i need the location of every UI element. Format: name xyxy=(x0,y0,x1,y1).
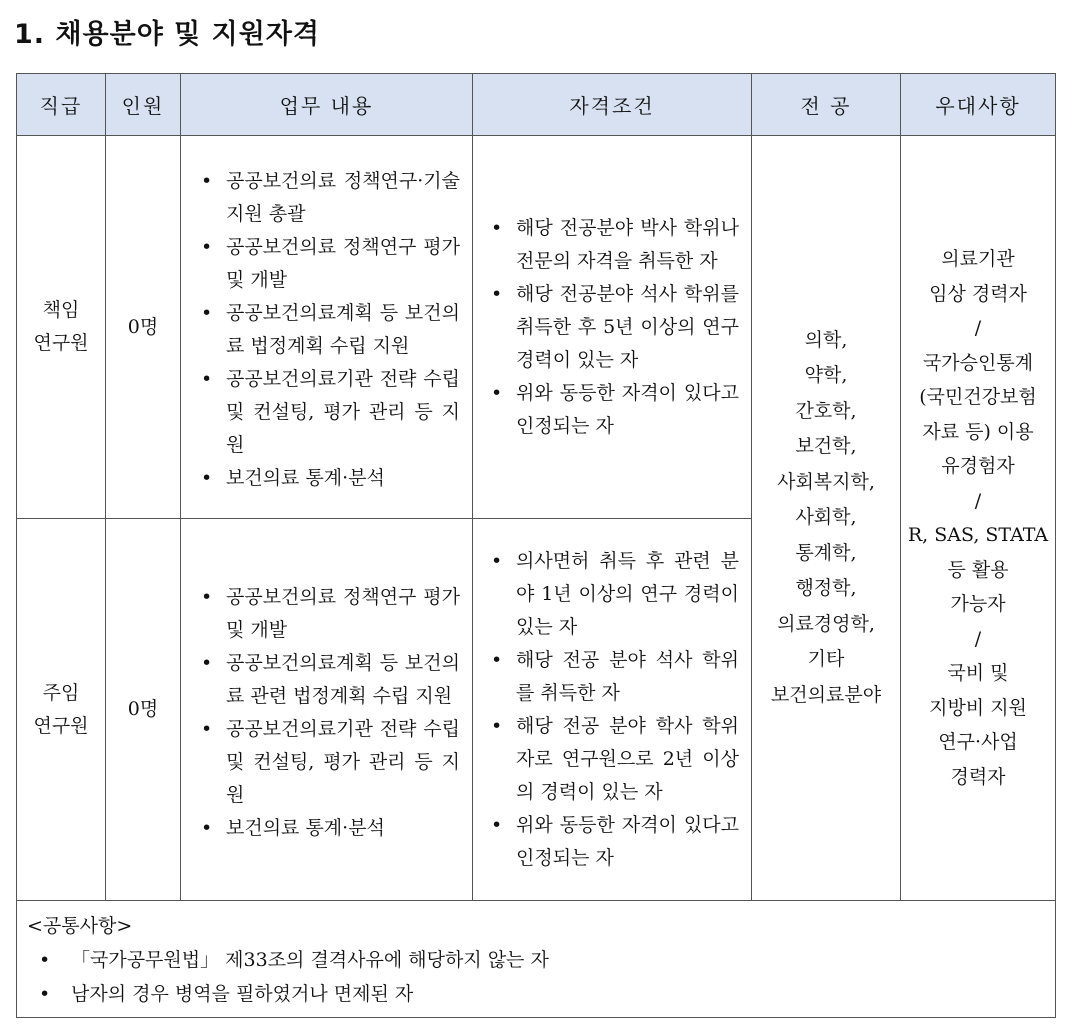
qualifications-cell xyxy=(473,136,752,519)
list-item: • 해당 전공 분야 학사 학위자로 연구원으로 2년 이상의 경력이 있는 자 xyxy=(483,710,739,809)
qualifications-cell xyxy=(473,519,752,901)
list-item: • 공공보건의료계획 등 보건의료 법정계획 수립 지원 xyxy=(193,297,460,363)
list-item: • 「국가공무원법」 제33조의 결격사유에 해당하지 않는 자 xyxy=(27,943,1045,977)
preferred-cell: 의료기관 임상 경력자 / 국가승인통계 (국민건강보험 자료 등) 이용 유경험자 / R, SAS, STATA 등 활용 가능자 / 국비 및 지방비 지원 연구·사업 경력자 xyxy=(901,136,1056,901)
list-item: • 공공보건의료기관 전략 수립 및 컨설팅, 평가 관리 등 지원 xyxy=(193,363,460,462)
tasks-cell xyxy=(181,519,473,901)
list-item: • 공공보건의료 정책연구 평가 및 개발 xyxy=(193,581,460,647)
list-item: • 남자의 경우 병역을 필하였거나 면제된 자 xyxy=(27,977,1045,1011)
table-header-row xyxy=(17,74,1056,136)
rank-cell: 책임 연구원 xyxy=(17,136,106,519)
recruitment-table xyxy=(16,73,1056,1018)
tasks-cell xyxy=(181,136,473,519)
rank-cell: 주임 연구원 xyxy=(17,519,106,901)
count-cell: 0명 xyxy=(106,519,181,901)
section-title: 1. 채용분야 및 지원자격 xyxy=(14,19,320,50)
common-heading: <공통사항> xyxy=(27,915,133,937)
qualifications-list xyxy=(483,545,739,875)
header-preferred: 우대사항 xyxy=(901,74,1056,136)
list-item: • 해당 전공 분야 석사 학위를 취득한 자 xyxy=(483,644,739,710)
common-list xyxy=(27,943,1045,1011)
list-item: • 해당 전공분야 박사 학위나 전문의 자격을 취득한 자 xyxy=(483,212,739,278)
header-rank: 직급 xyxy=(17,74,106,136)
major-cell: 의학, 약학, 간호학, 보건학, 사회복지학, 사회학, 통계학, 행정학, 의료경영학, 기타 보건의료분야 xyxy=(752,136,901,901)
tasks-list xyxy=(193,581,460,845)
list-item: • 해당 전공분야 석사 학위를 취득한 후 5년 이상의 연구경력이 있는 자 xyxy=(483,278,739,377)
list-item: • 공공보건의료기관 전략 수립 및 컨설팅, 평가 관리 등 지원 xyxy=(193,713,460,812)
list-item: • 공공보건의료 정책연구·기술지원 총괄 xyxy=(193,165,460,231)
list-item: • 보건의료 통계·분석 xyxy=(193,462,460,495)
table-row xyxy=(17,136,1056,519)
common-notes-cell xyxy=(17,901,1056,1018)
header-tasks: 업무 내용 xyxy=(181,74,473,136)
list-item: • 위와 동등한 자격이 있다고 인정되는 자 xyxy=(483,377,739,443)
list-item: • 공공보건의료 정책연구 평가 및 개발 xyxy=(193,231,460,297)
header-qualifications: 자격조건 xyxy=(473,74,752,136)
count-cell: 0명 xyxy=(106,136,181,519)
list-item: • 공공보건의료계획 등 보건의료 관련 법정계획 수립 지원 xyxy=(193,647,460,713)
list-item: • 보건의료 통계·분석 xyxy=(193,812,460,845)
header-count: 인원 xyxy=(106,74,181,136)
tasks-list xyxy=(193,165,460,495)
common-notes-row xyxy=(17,901,1056,1018)
list-item: • 위와 동등한 자격이 있다고 인정되는 자 xyxy=(483,809,739,875)
list-item: • 의사면허 취득 후 관련 분야 1년 이상의 연구 경력이 있는 자 xyxy=(483,545,739,644)
qualifications-list xyxy=(483,212,739,443)
header-major: 전 공 xyxy=(752,74,901,136)
